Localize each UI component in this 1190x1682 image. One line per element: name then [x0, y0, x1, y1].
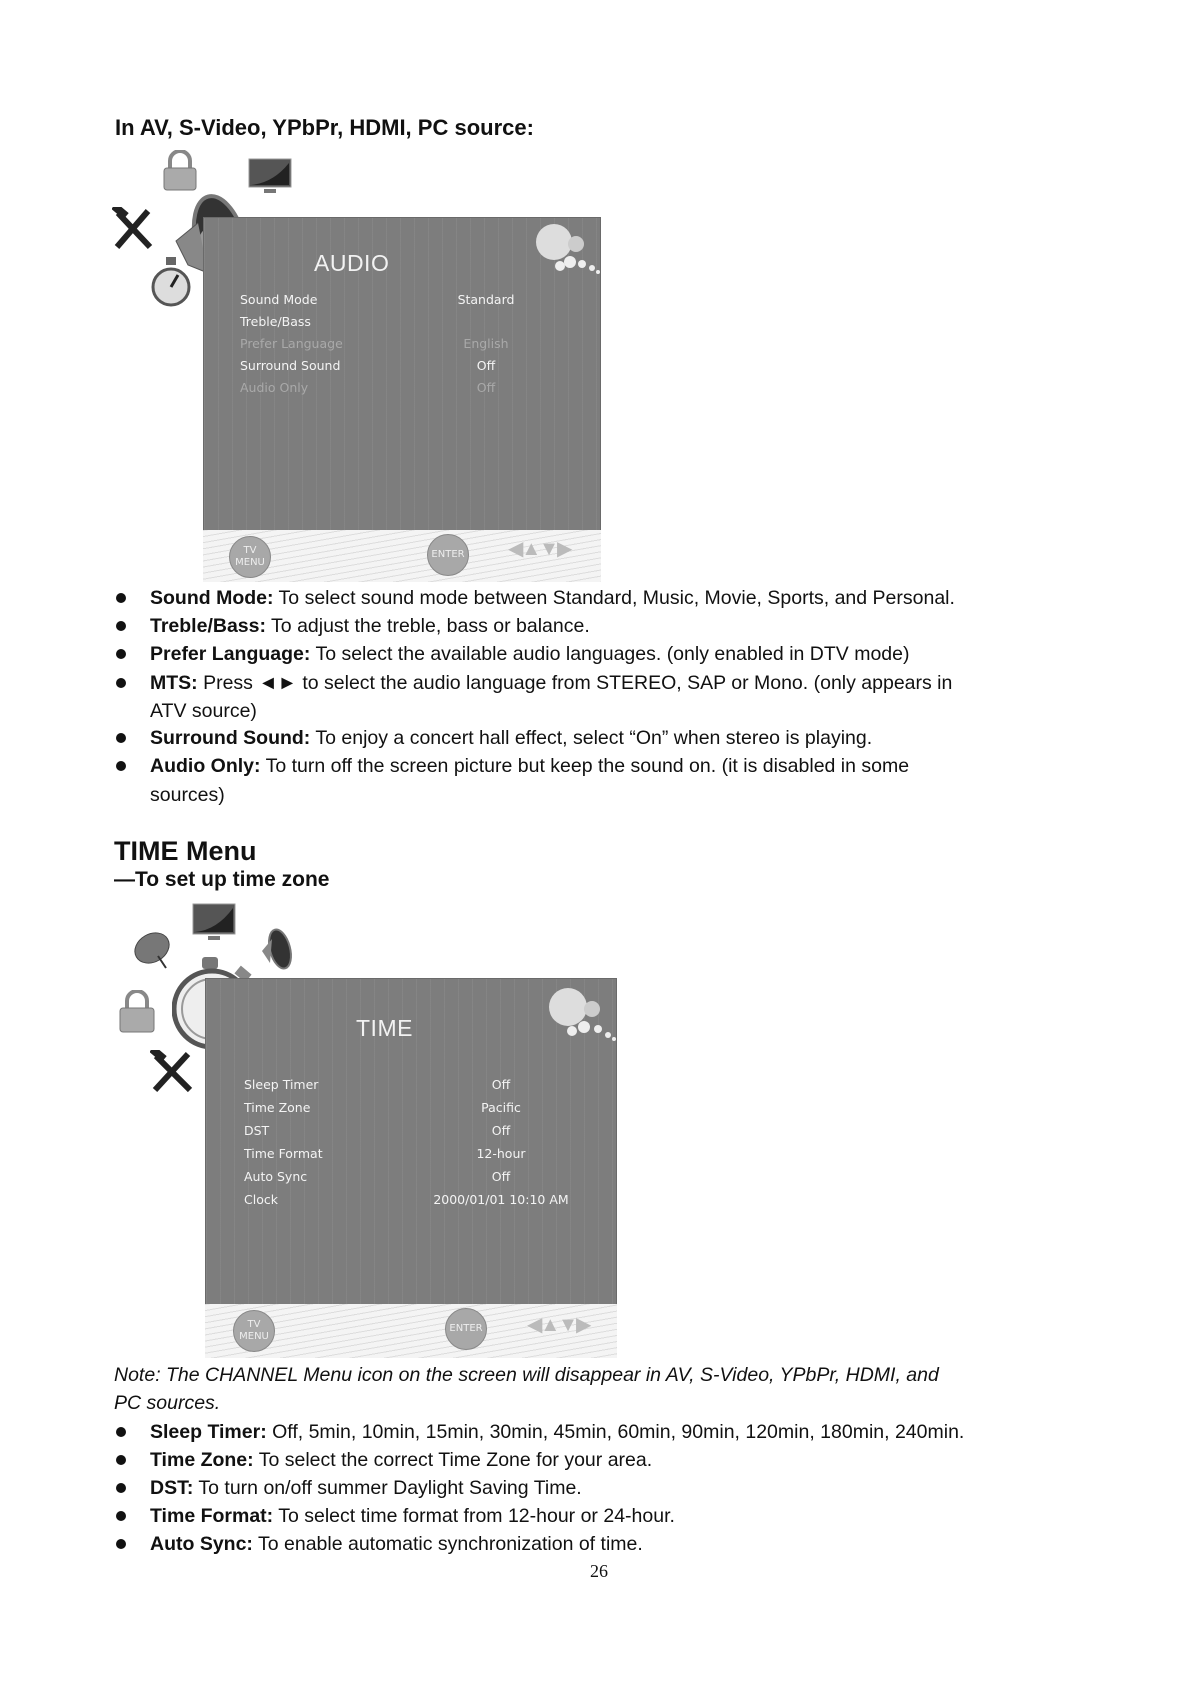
audio-row-audio-only — [240, 380, 600, 402]
row-value: Off — [491, 1077, 511, 1092]
time-osd-button-strip — [205, 1304, 617, 1358]
time-row-time-format[interactable] — [244, 1146, 616, 1168]
tv-menu-button[interactable]: TV MENU — [233, 1310, 275, 1352]
time-row-sleep-timer[interactable] — [244, 1077, 616, 1099]
row-value: Pacific — [481, 1100, 521, 1115]
stopwatch-icon — [150, 255, 192, 311]
row-label: Treble/Bass — [240, 314, 311, 329]
lock-icon — [162, 150, 198, 192]
time-osd-title: TIME — [356, 1015, 413, 1041]
audio-row-treble-bass[interactable] — [240, 314, 600, 336]
row-label: Clock — [244, 1192, 278, 1207]
direction-arrows-icon: ◀▲▼▶ — [508, 538, 571, 560]
row-label: Prefer Language — [240, 336, 343, 351]
audio-row-surround-sound[interactable] — [240, 358, 600, 380]
speaker-icon — [258, 927, 294, 971]
enter-button[interactable]: ENTER — [445, 1308, 487, 1350]
lock-icon — [118, 990, 156, 1034]
note-line: PC sources. — [114, 1392, 221, 1414]
row-label: Time Format — [244, 1146, 323, 1161]
row-value: 2000/01/01 10:10 AM — [433, 1192, 569, 1207]
bullet-continuation: ATV source) — [150, 700, 257, 722]
audio-row-prefer-language — [240, 336, 600, 358]
time-row-auto-sync[interactable] — [244, 1169, 616, 1191]
row-value: Standard — [457, 292, 515, 307]
row-value: Off — [491, 1169, 511, 1184]
section-heading: In AV, S-Video, YPbPr, HDMI, PC source: — [115, 115, 534, 140]
audio-osd-panel — [203, 217, 601, 531]
tv-menu-button[interactable]: TV MENU — [229, 536, 271, 578]
time-osd-panel — [205, 978, 617, 1305]
page-number: 26 — [590, 1561, 608, 1581]
row-label: Sleep Timer — [244, 1077, 319, 1092]
audio-row-sound-mode[interactable] — [240, 292, 600, 314]
bullet-continuation: sources) — [150, 784, 225, 806]
tools-icon — [112, 207, 154, 251]
row-value: Off — [476, 358, 496, 373]
enter-button[interactable]: ENTER — [427, 534, 469, 576]
row-label: Surround Sound — [240, 358, 341, 373]
satellite-dish-icon — [130, 930, 174, 972]
tv-icon — [192, 903, 236, 945]
row-label: Auto Sync — [244, 1169, 308, 1184]
row-value: English — [463, 336, 509, 351]
time-row-clock[interactable] — [244, 1192, 616, 1214]
row-label: Audio Only — [240, 380, 309, 395]
tools-icon — [150, 1050, 196, 1094]
row-value: Off — [491, 1123, 511, 1138]
note-line: Note: The CHANNEL Menu icon on the screen will disappear in AV, S-Video, YPbPr, HDMI, and — [114, 1364, 939, 1386]
tv-icon — [248, 158, 292, 198]
audio-osd-title: AUDIO — [314, 250, 390, 276]
row-label: DST — [244, 1123, 270, 1138]
time-menu-subtitle: —To set up time zone — [114, 868, 330, 891]
row-value: 12-hour — [476, 1146, 526, 1161]
direction-arrows-icon: ◀▲▼▶ — [527, 1314, 590, 1336]
bubbles-decoration-icon — [546, 983, 616, 1047]
row-label: Time Zone — [244, 1100, 311, 1115]
row-value: Off — [476, 380, 496, 395]
row-label: Sound Mode — [240, 292, 318, 307]
time-row-time-zone[interactable] — [244, 1100, 616, 1122]
bubbles-decoration-icon — [534, 220, 600, 282]
audio-osd-button-strip — [203, 530, 601, 582]
time-menu-title: TIME Menu — [114, 836, 257, 866]
time-row-dst[interactable] — [244, 1123, 616, 1145]
